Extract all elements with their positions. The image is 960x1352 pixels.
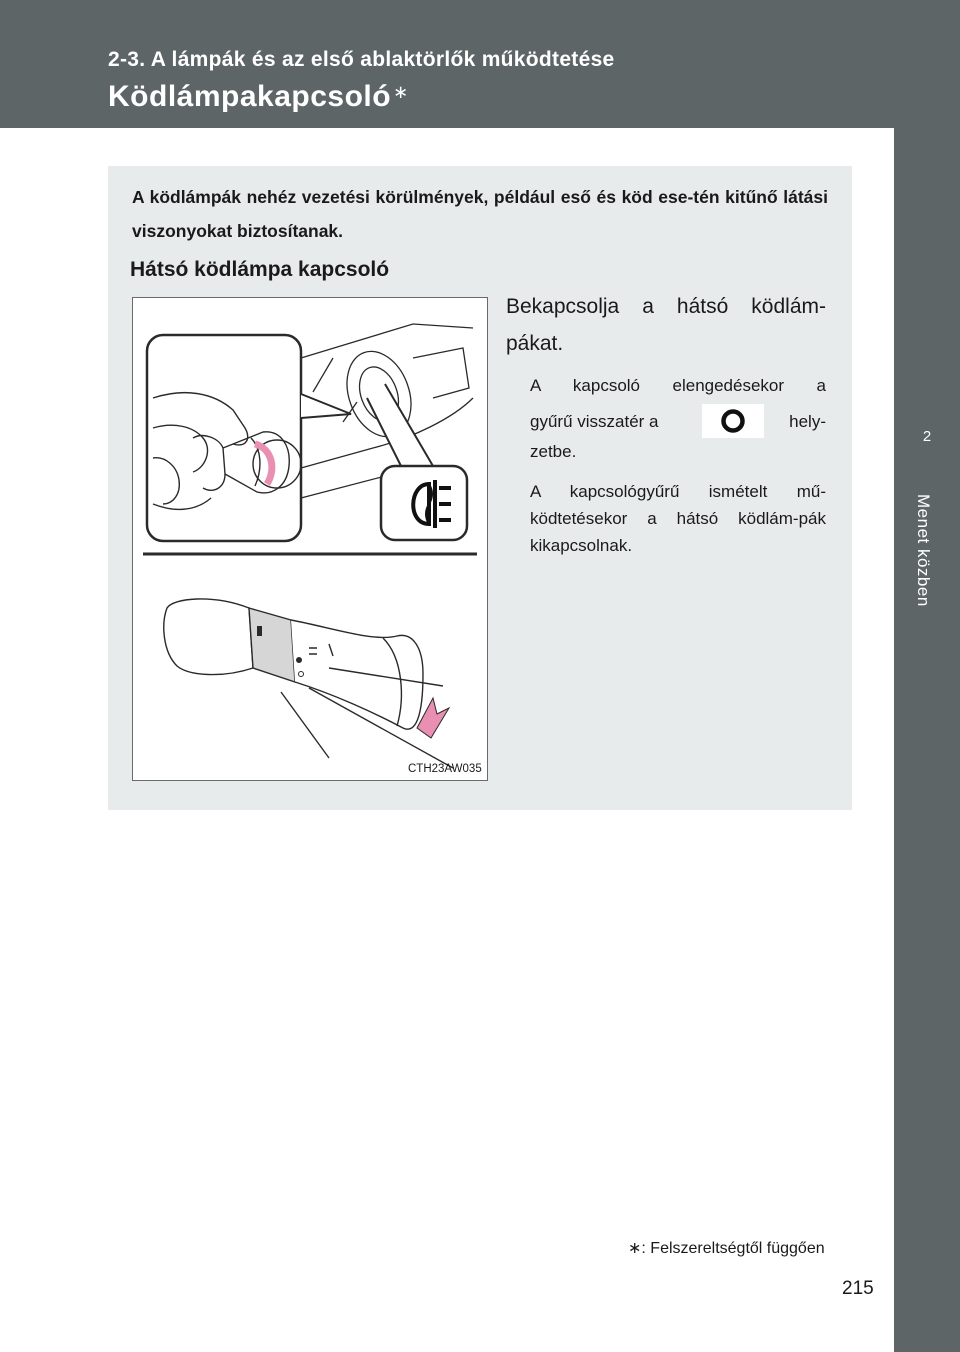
chapter-number: 2 (894, 388, 960, 470)
illustration-svg (133, 298, 487, 780)
fog-switch-illustration (132, 297, 488, 781)
lever-stalk (164, 599, 453, 768)
step-text: Bekapcsolja a hátsó ködlám-pákat. (506, 295, 826, 355)
figure-code: CTH23AW035 (408, 763, 482, 775)
footnote-text: : Felszereltségtől függően (641, 1240, 825, 1257)
page-title-text: Ködlámpakapcsoló (108, 80, 392, 113)
note-line-2 (530, 404, 826, 438)
ring-position-icon (702, 404, 764, 438)
side-tab-top (894, 128, 960, 388)
note-line-3: zetbe. (530, 442, 577, 461)
note-line-1: A kapcsoló elengedésekor a (530, 376, 826, 395)
rear-fog-icon-box (381, 466, 467, 540)
note-2: A kapcsológyűrű ismételt mű-ködtetésekor a hátsó ködlám-pák kikapcsolnak. (530, 482, 826, 555)
section-label: 2-3. A lámpák és az első ablaktörlők működtetése (108, 48, 615, 71)
footnote-marker: ∗ (628, 1240, 642, 1257)
note-after-icon: hely- (789, 412, 826, 431)
intro-text: A ködlámpák nehéz vezetési körülmények, például eső és köd ese-tén kitűnő látási viszonyokat biztosítanak. (132, 187, 828, 241)
note-before-icon: gyűrű visszatér a (530, 412, 659, 431)
footnote (628, 1238, 825, 1258)
hand-inset (147, 335, 301, 541)
chapter-title: Menet közben (914, 494, 933, 607)
optional-marker: ∗ (393, 82, 409, 102)
page-title (108, 80, 409, 114)
page-number: 215 (842, 1278, 874, 1299)
header-bar (0, 0, 960, 128)
subheading: Hátsó ködlámpa kapcsoló (130, 258, 390, 281)
